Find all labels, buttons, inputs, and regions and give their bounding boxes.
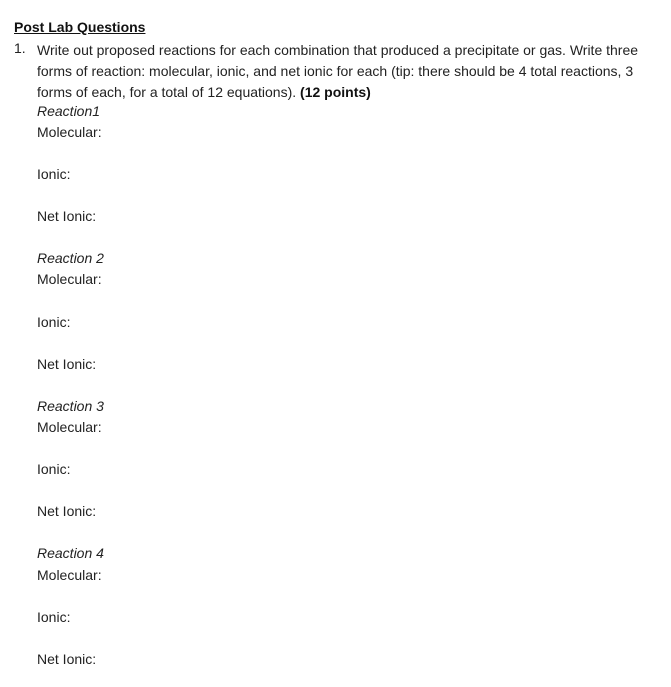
reaction-4-molecular-label: Molecular: [37, 567, 102, 583]
reaction-2-title: Reaction 2 [37, 250, 104, 266]
reaction-4-net-ionic-label: Net Ionic: [37, 651, 97, 667]
reaction-3-title: Reaction 3 [37, 398, 104, 414]
reaction-2-net-ionic-label: Net Ionic: [37, 356, 97, 372]
reaction-3-net-ionic-label: Net Ionic: [37, 503, 97, 519]
reaction-4-title: Reaction 4 [37, 545, 104, 561]
reaction-2-molecular-label: Molecular: [37, 271, 102, 287]
reaction-2-ionic-label: Ionic: [37, 314, 71, 330]
reaction-1-ionic-label: Ionic: [37, 166, 71, 182]
section-heading: Post Lab Questions [14, 19, 146, 35]
reaction-3-molecular-label: Molecular: [37, 419, 102, 435]
reaction-3-ionic-label: Ionic: [37, 461, 71, 477]
reaction-1-molecular-label: Molecular: [37, 124, 102, 140]
question-text [37, 40, 659, 103]
question-number: 1. [14, 40, 26, 56]
reaction-4-ionic-label: Ionic: [37, 609, 71, 625]
reaction-1-title: Reaction1 [37, 103, 101, 119]
question-body: Write out proposed reactions for each combination that produced a precipitate or gas. Write three forms of reaction: molecular, ionic, and net ionic for each (tip: there should be 4 total reactions, 3 forms of each, for a total of 12 equations). [37, 42, 639, 100]
reaction-1-net-ionic-label: Net Ionic: [37, 208, 97, 224]
question-points: (12 points) [300, 84, 371, 100]
